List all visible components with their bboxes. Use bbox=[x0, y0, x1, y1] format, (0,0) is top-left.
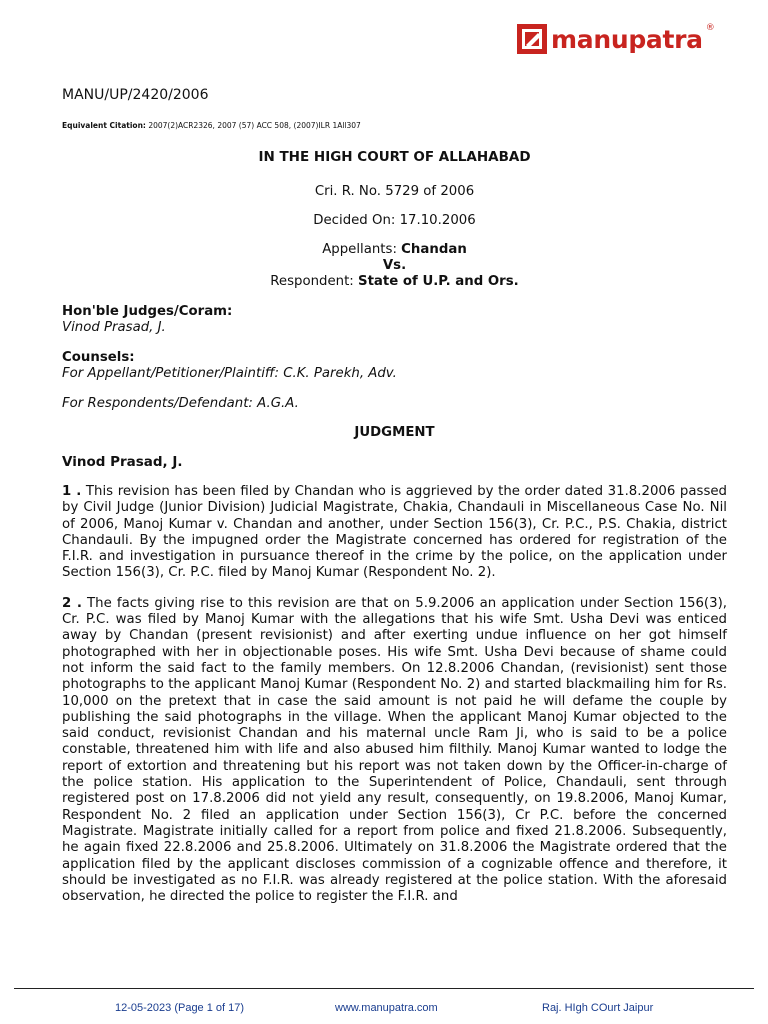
judges-value: Vinod Prasad, J. bbox=[62, 320, 166, 335]
parties-block bbox=[62, 242, 727, 290]
registered-mark: ® bbox=[705, 23, 715, 33]
court-name: IN THE HIGH COURT OF ALLAHABAD bbox=[258, 149, 531, 165]
paragraph-2 bbox=[62, 596, 727, 906]
counsels-block bbox=[62, 350, 727, 382]
counsels-label: Counsels: bbox=[62, 350, 135, 365]
footer-site-link[interactable]: www.manupatra.com bbox=[335, 1002, 438, 1014]
equivalent-citation bbox=[62, 121, 727, 130]
manupatra-logo bbox=[516, 22, 715, 56]
counsel-appellant: For Appellant/Petitioner/Plaintiff: C.K. Parekh, Adv. bbox=[62, 366, 397, 381]
paragraph-1-text: This revision has been filed by Chandan who is aggrieved by the order dated 31.8.2006 passed by Civil Judge (Junior Division) Judicial Magistrate, Chakia, Chandauli in Miscellaneous Case No. Nil of 2006, Manoj Kumar v. Chandan and another, under Section 156(3), Cr. P.C., P.S. Chakia, district Chandauli. By the impugned order the Magistrate concerned has ordered for registration of the F.I.R. and investigation in pursuance thereof in the crime by the police, on the application under Section 156(3), Cr. P.C. filed by Manoj Kumar (Respondent No. 2). bbox=[62, 484, 727, 581]
manu-citation-id: MANU/UP/2420/2006 bbox=[62, 87, 209, 103]
counsel-respondent: For Respondents/Defendant: A.G.A. bbox=[62, 396, 299, 411]
paragraph-1-number: 1 . bbox=[62, 484, 82, 499]
equivalent-citation-label: Equivalent Citation: bbox=[62, 121, 146, 130]
paragraph-1 bbox=[62, 484, 727, 582]
document-body bbox=[62, 87, 727, 905]
footer-date-page: 12-05-2023 (Page 1 of 17) bbox=[115, 1002, 245, 1014]
footer-divider bbox=[14, 988, 754, 989]
judges-block bbox=[62, 304, 727, 336]
paragraph-2-text: The facts giving rise to this revision are that on 5.9.2006 an application under Section 156(3), Cr. P.C. was filed by Manoj Kumar with the allegations that his wife Smt. Usha Devi was enticed away by Chandan (present revisionist) and after exerting undue influence on her got himself photographed with her in objectionable poses. His wife Smt. Usha Devi because of shame could not inform the said fact to the family members. On 12.8.2006 Chandan, (revisionist) sent those photographs to the applicant Manoj Kumar (Respondent No. 2) and started blackmailing him for Rs. 10,000 on the pretext that in case the said amount is not paid he will defame the couple by publishing the said photographs in the village. When the applicant Manoj Kumar objected to the said conduct, revisionist Chandan and his maternal uncle Ram Ji, who is said to be a police constable, threatened him with life and also abused him filthily. Manoj Kumar wanted to lodge the report of extortion and threatening but his report was not taken down by the Officer-in-charge of the police station. His application to the Superintendent of Police, Chandauli, sent through registered post on 17.8.2006 did not yield any result, consequently, on 19.8.2006, Manoj Kumar, Respondent No. 2 filed an application under Section 156(3), Cr P.C. before the concerned Magistrate. Magistrate initially called for a report from police and fixed 21.8.2006. Subsequently, he again fixed 22.8.2006 and 25.8.2006. Ultimately on 31.8.2006 the Magistrate ordered that the application filed by the applicant discloses commission of a cognizable offence and therefore, it should be investigated as no F.I.R. was already registered at the police station. With the aforesaid observation, he directed the police to register the F.I.R. and bbox=[62, 595, 727, 905]
versus-label: Vs. bbox=[382, 258, 407, 273]
equivalent-citation-value: 2007(2)ACR2326, 2007 (57) ACC 508, (2007)ILR 1All307 bbox=[148, 121, 361, 130]
judges-label: Hon'ble Judges/Coram: bbox=[62, 304, 233, 319]
judge-name: Vinod Prasad, J. bbox=[62, 454, 183, 470]
respondent-label: Respondent: bbox=[270, 274, 358, 289]
decided-date: Decided On: 17.10.2006 bbox=[313, 213, 476, 228]
paragraph-2-number: 2 . bbox=[62, 595, 82, 611]
appellants-value: Chandan bbox=[401, 242, 467, 257]
appellants-label: Appellants: bbox=[322, 242, 402, 257]
logo-wordmark: manupatra bbox=[551, 24, 703, 54]
respondent-value: State of U.P. and Ors. bbox=[358, 274, 519, 289]
manupatra-logo-mark-icon bbox=[516, 23, 548, 55]
judgment-heading: JUDGMENT bbox=[354, 425, 435, 440]
footer-licensee: Raj. HIgh COurt Jaipur bbox=[542, 1002, 654, 1014]
case-number: Cri. R. No. 5729 of 2006 bbox=[314, 184, 475, 199]
